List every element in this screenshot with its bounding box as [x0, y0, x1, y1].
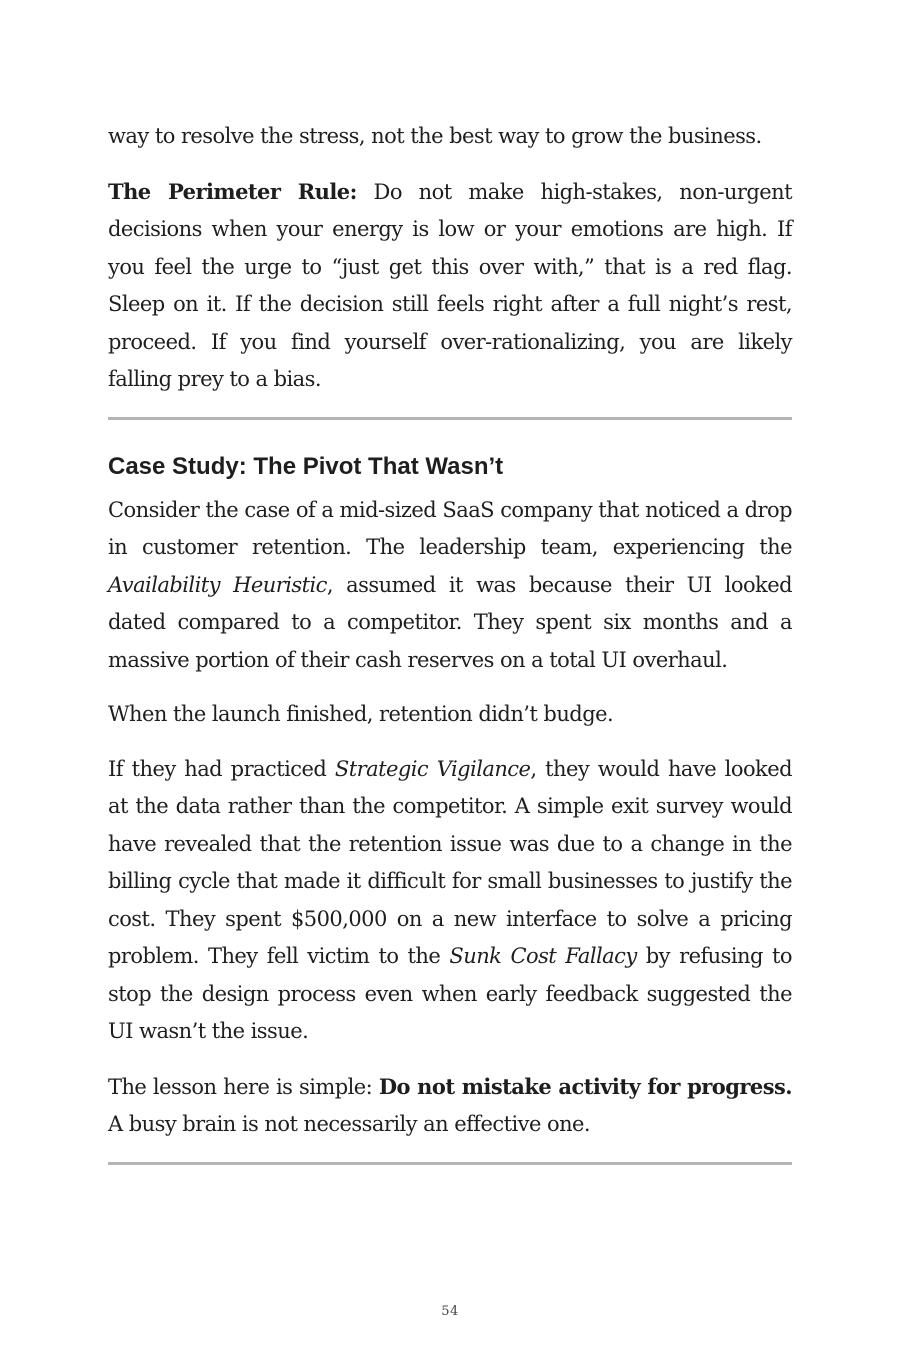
- intro-text: way to resolve the stress, not the best way to grow the business.: [108, 124, 762, 148]
- case-study-paragraph-1: [108, 492, 792, 680]
- intro-paragraph: [108, 118, 792, 156]
- perimeter-rule-label: The Perimeter Rule:: [108, 178, 357, 204]
- case-study-heading: Case Study: The Pivot That Wasn’t: [108, 452, 504, 480]
- sunk-cost-fallacy-term: Sunk Cost Fallacy: [449, 944, 637, 968]
- page-body: [108, 118, 792, 1165]
- perimeter-rule-text: Do not make high-stakes, non-urgent decisions when your energy is low or your emotions are high. If you feel the urge to “just get this over with,” that is a red flag. Sleep on it. If the decision still feels right after a full night’s rest, proceed. If you find yourself over-rationalizing, you are likely falling prey to a bias.: [108, 179, 792, 391]
- section-divider-top: [108, 417, 792, 420]
- p3-text-a: If they had practiced: [108, 756, 335, 781]
- lesson-paragraph: [108, 1068, 792, 1144]
- lesson-emphasis: Do not mistake activity for progress.: [378, 1073, 792, 1099]
- p1-text-a: Consider the case of a mid-sized SaaS company that noticed a drop in customer retention. The leadership team, experiencing the: [108, 497, 792, 559]
- strategic-vigilance-term: Strategic Vigilance: [334, 756, 531, 781]
- availability-heuristic-term: Availability Heuristic: [108, 572, 327, 597]
- p1-text-b: , assumed it was because their UI looked dated compared to a competitor. They spent six months and a massive portion of their cash reserves on a total UI overhaul.: [108, 572, 792, 672]
- case-study-paragraph-3: [108, 751, 792, 1051]
- page-number: 54: [441, 1304, 459, 1319]
- lesson-text-a: The lesson here is simple:: [108, 1074, 379, 1099]
- section-divider-bottom: [108, 1162, 792, 1165]
- case-study-paragraph-2: [108, 696, 792, 734]
- perimeter-rule-paragraph: [108, 173, 792, 399]
- p2-text: When the launch finished, retention didn’t budge.: [108, 702, 614, 726]
- lesson-text-b: A busy brain is not necessarily an effective one.: [108, 1112, 591, 1136]
- p3-text-b: , they would have looked at the data rather than the competitor. A simple exit survey would have revealed that the retention issue was due to a change in the billing cycle that made it difficult for small businesses to justify the cost. They spent $500,000 on a new interface to solve a pricing problem. They fell victim to the: [108, 756, 792, 968]
- p3-text-c: by refusing to stop the design process even when early feedback suggested the UI wasn’t the issue.: [108, 944, 792, 1043]
